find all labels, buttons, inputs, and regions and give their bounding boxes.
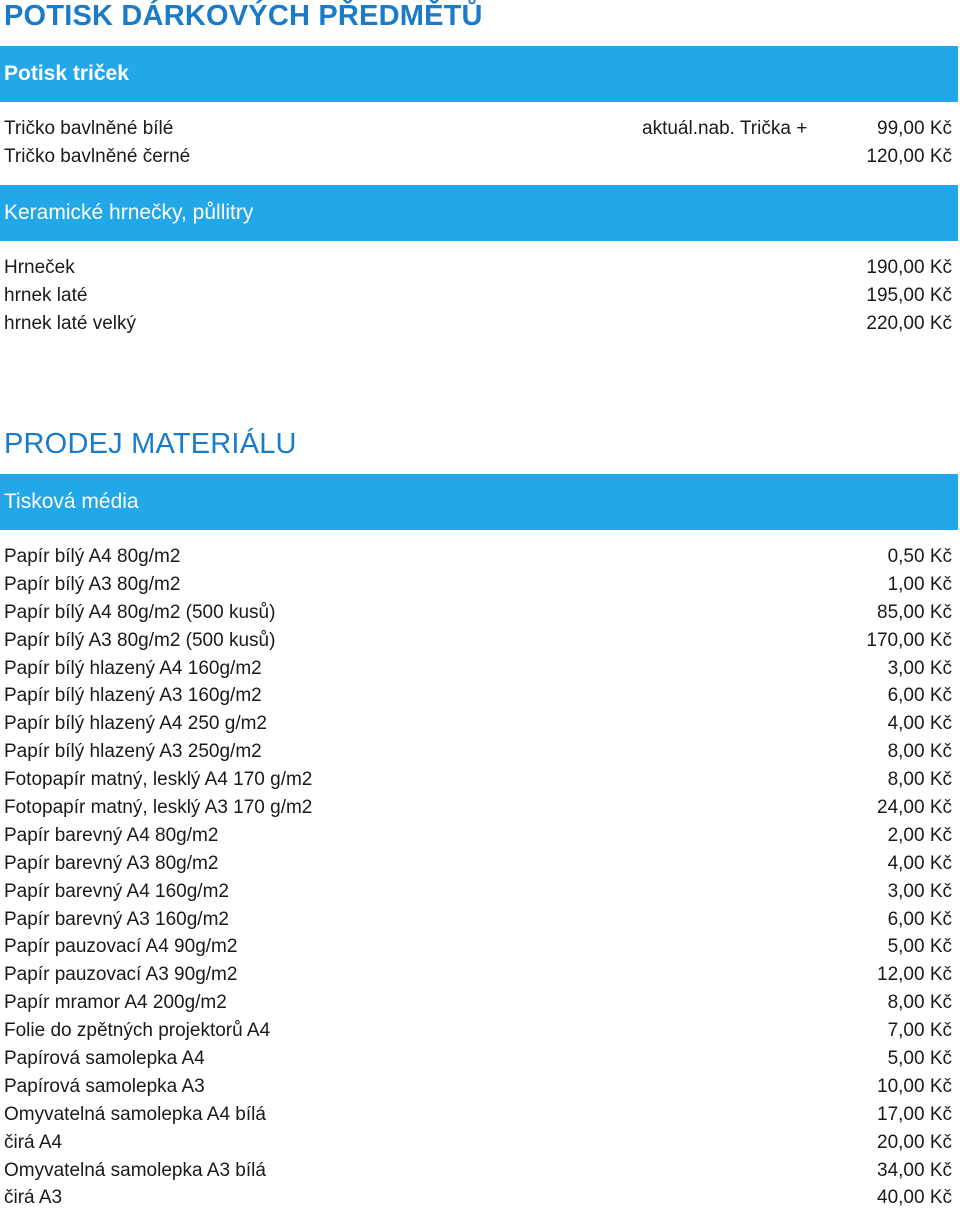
item-name: hrnek laté velký bbox=[4, 312, 137, 334]
category-band-mugs: Keramické hrnečky, půllitry bbox=[0, 185, 958, 241]
item-price: 34,00 Kč bbox=[877, 1159, 952, 1181]
item-name: Tričko bavlněné bílé bbox=[4, 118, 174, 139]
item-name: čirá A4 bbox=[4, 1131, 63, 1153]
price-row bbox=[0, 794, 952, 822]
item-price: 5,00 Kč bbox=[887, 1048, 952, 1070]
item-name: Fotopapír matný, lesklý A4 170 g/m2 bbox=[4, 769, 313, 791]
item-name: Papírová samolepka A4 bbox=[4, 1048, 205, 1070]
item-name: Papír bílý A3 80g/m2 bbox=[4, 573, 181, 595]
price-row bbox=[0, 906, 952, 934]
price-row bbox=[0, 989, 952, 1017]
price-row bbox=[0, 1157, 952, 1185]
price-row bbox=[0, 254, 952, 282]
price-row bbox=[0, 1045, 952, 1073]
item-name: Papír bílý hlazený A4 250 g/m2 bbox=[4, 713, 267, 735]
item-price: 8,00 Kč bbox=[887, 741, 952, 763]
category-band-tshirts: Potisk triček bbox=[0, 46, 958, 102]
price-row bbox=[0, 1129, 952, 1157]
price-row bbox=[0, 282, 952, 310]
item-price: 195,00 Kč bbox=[866, 284, 952, 306]
item-price: 5,00 Kč bbox=[887, 936, 952, 958]
item-name: Fotopapír matný, lesklý A3 170 g/m2 bbox=[4, 797, 313, 819]
item-name: Papír bílý hlazený A4 160g/m2 bbox=[4, 657, 262, 679]
item-price: 3,00 Kč bbox=[887, 657, 952, 679]
section-title-gift-printing: POTISK DÁRKOVÝCH PŘEDMĚTŮ bbox=[4, 0, 483, 32]
price-row bbox=[0, 1017, 952, 1045]
item-price: 7,00 Kč bbox=[887, 1020, 952, 1042]
price-row bbox=[0, 543, 952, 571]
item-name: Papír barevný A3 80g/m2 bbox=[4, 852, 219, 874]
price-row bbox=[0, 143, 952, 171]
item-price: 6,00 Kč bbox=[887, 908, 952, 930]
price-row bbox=[0, 850, 952, 878]
price-list-mugs bbox=[0, 254, 952, 338]
item-name: Papír mramor A4 200g/m2 bbox=[4, 992, 227, 1014]
item-price: 6,00 Kč bbox=[887, 685, 952, 707]
item-name: Papír barevný A4 80g/m2 bbox=[4, 824, 219, 846]
price-row bbox=[0, 310, 952, 338]
price-row bbox=[0, 115, 952, 143]
price-row bbox=[0, 822, 952, 850]
item-price: 85,00 Kč bbox=[877, 601, 952, 623]
price-row bbox=[0, 1073, 952, 1101]
item-price: 8,00 Kč bbox=[887, 992, 952, 1014]
item-price: 1,00 Kč bbox=[887, 573, 952, 595]
item-name: Omyvatelná samolepka A4 bílá bbox=[4, 1103, 266, 1125]
item-price: 10,00 Kč bbox=[877, 1075, 952, 1097]
item-price: 4,00 Kč bbox=[887, 713, 952, 735]
item-price: 12,00 Kč bbox=[877, 964, 952, 986]
price-row bbox=[0, 655, 952, 683]
item-price: 20,00 Kč bbox=[877, 1131, 952, 1153]
price-row bbox=[0, 933, 952, 961]
item-price: 8,00 Kč bbox=[887, 769, 952, 791]
item-name: Hrneček bbox=[4, 257, 75, 278]
price-row bbox=[0, 599, 952, 627]
category-band-print-media: Tisková média bbox=[0, 474, 958, 530]
item-price: 4,00 Kč bbox=[887, 852, 952, 874]
price-row bbox=[0, 878, 952, 906]
section-title-material-sale: PRODEJ MATERIÁLU bbox=[4, 428, 297, 460]
item-price: 2,00 Kč bbox=[887, 824, 952, 846]
price-row bbox=[0, 738, 952, 766]
item-name: Papír bílý hlazený A3 250g/m2 bbox=[4, 741, 262, 763]
item-price: 17,00 Kč bbox=[877, 1103, 952, 1125]
item-name: Papír pauzovací A3 90g/m2 bbox=[4, 964, 238, 986]
item-name: Papírová samolepka A3 bbox=[4, 1075, 205, 1097]
item-price: 24,00 Kč bbox=[877, 797, 952, 819]
item-name: Papír bílý A4 80g/m2 bbox=[4, 546, 181, 567]
price-list-tshirts bbox=[0, 115, 952, 171]
price-row bbox=[0, 571, 952, 599]
price-list-print-media bbox=[0, 543, 952, 1212]
item-name: Tričko bavlněné černé bbox=[4, 145, 191, 167]
price-row bbox=[0, 710, 952, 738]
price-row bbox=[0, 766, 952, 794]
item-price: 0,50 Kč bbox=[887, 546, 952, 567]
item-name: hrnek laté bbox=[4, 284, 88, 306]
item-name: Omyvatelná samolepka A3 bílá bbox=[4, 1159, 266, 1181]
price-row bbox=[0, 961, 952, 989]
item-name: Papír bílý hlazený A3 160g/m2 bbox=[4, 685, 262, 707]
item-price: 99,00 Kč bbox=[877, 118, 952, 139]
price-row bbox=[0, 682, 952, 710]
item-price: 190,00 Kč bbox=[866, 257, 952, 278]
item-name: Papír pauzovací A4 90g/m2 bbox=[4, 936, 238, 958]
item-price: 220,00 Kč bbox=[866, 312, 952, 334]
item-name: Papír barevný A4 160g/m2 bbox=[4, 880, 229, 902]
item-note: aktuál.nab. Trička + bbox=[642, 118, 808, 139]
item-name: čirá A3 bbox=[4, 1187, 63, 1209]
item-name: Folie do zpětných projektorů A4 bbox=[4, 1020, 271, 1042]
item-price: 3,00 Kč bbox=[887, 880, 952, 902]
price-row bbox=[0, 627, 952, 655]
item-name: Papír barevný A3 160g/m2 bbox=[4, 908, 229, 930]
item-price: 120,00 Kč bbox=[866, 145, 952, 167]
item-name: Papír bílý A4 80g/m2 (500 kusů) bbox=[4, 601, 276, 623]
item-price: 170,00 Kč bbox=[866, 629, 952, 651]
item-price: 40,00 Kč bbox=[877, 1187, 952, 1209]
item-name: Papír bílý A3 80g/m2 (500 kusů) bbox=[4, 629, 276, 651]
price-row bbox=[0, 1101, 952, 1129]
